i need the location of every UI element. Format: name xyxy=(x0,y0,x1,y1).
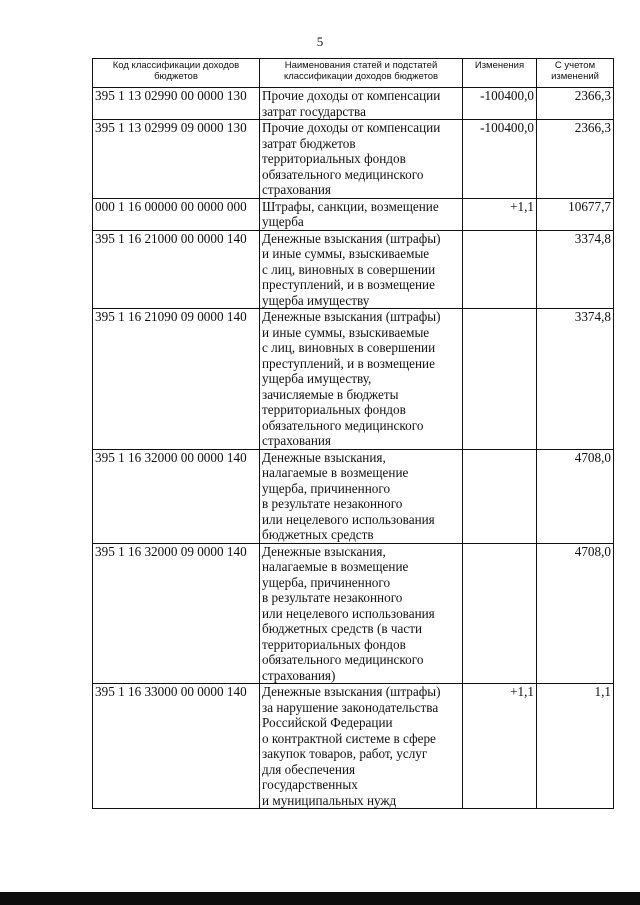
table-row xyxy=(93,230,614,309)
row-total: 2366,3 xyxy=(537,88,614,120)
row-name: Прочие доходы от компенсации затрат бюджетов территориальных фондов обязательного медицинского страхования xyxy=(260,120,463,199)
table-header-row xyxy=(93,59,614,88)
revenue-classification-table xyxy=(92,58,614,809)
row-name: Денежные взыскания (штрафы) за нарушение законодательства Российской Федерации о контрактной системе в сфере закупок товаров, работ, услуг для обеспечения государственных и муниципальных нужд xyxy=(260,684,463,809)
row-name: Денежные взыскания (штрафы) и иные суммы, взыскиваемые с лиц, виновных в совершении преступлений, и в возмещение ущерба имуществу xyxy=(260,230,463,309)
row-change: +1,1 xyxy=(463,684,537,809)
row-change xyxy=(463,230,537,309)
row-change xyxy=(463,543,537,684)
table-row xyxy=(93,88,614,120)
header-change: Изменения xyxy=(463,59,537,88)
row-change xyxy=(463,309,537,450)
row-name: Денежные взыскания (штрафы) и иные суммы, взыскиваемые с лиц, виновных в совершении преступлений, и в возмещение ущерба имуществу, зачисляемые в бюджеты территориальных фондов обязательного медицинского страхования xyxy=(260,309,463,450)
row-total: 1,1 xyxy=(537,684,614,809)
row-name: Прочие доходы от компенсации затрат государства xyxy=(260,88,463,120)
row-code: 000 1 16 00000 00 0000 000 xyxy=(93,198,260,230)
row-change xyxy=(463,449,537,543)
row-total: 3374,8 xyxy=(537,309,614,450)
row-total: 4708,0 xyxy=(537,543,614,684)
row-total: 3374,8 xyxy=(537,230,614,309)
row-change: -100400,0 xyxy=(463,88,537,120)
table-row xyxy=(93,449,614,543)
row-code: 395 1 16 33000 00 0000 140 xyxy=(93,684,260,809)
row-total: 10677,7 xyxy=(537,198,614,230)
row-code: 395 1 16 32000 00 0000 140 xyxy=(93,449,260,543)
row-code: 395 1 16 32000 09 0000 140 xyxy=(93,543,260,684)
table-row xyxy=(93,198,614,230)
table-row xyxy=(93,309,614,450)
row-name: Штрафы, санкции, возмещение ущерба xyxy=(260,198,463,230)
header-total: С учетом изменений xyxy=(537,59,614,88)
page-number: 5 xyxy=(316,34,324,49)
row-change: +1,1 xyxy=(463,198,537,230)
row-code: 395 1 13 02990 00 0000 130 xyxy=(93,88,260,120)
row-name: Денежные взыскания, налагаемые в возмещение ущерба, причиненного в результате незаконного или нецелевого использования бюджетных средств (в части территориальных фондов обязательного медицинского страхования) xyxy=(260,543,463,684)
table-row xyxy=(93,543,614,684)
scan-bottom-edge xyxy=(0,892,640,905)
row-code: 395 1 16 21000 00 0000 140 xyxy=(93,230,260,309)
table-row xyxy=(93,120,614,199)
table-row xyxy=(93,684,614,809)
row-total: 4708,0 xyxy=(537,449,614,543)
row-total: 2366,3 xyxy=(537,120,614,199)
row-change: -100400,0 xyxy=(463,120,537,199)
header-name: Наименования статей и подстатей классификации доходов бюджетов xyxy=(260,59,463,88)
row-name: Денежные взыскания, налагаемые в возмещение ущерба, причиненного в результате незаконного или нецелевого использования бюджетных средств xyxy=(260,449,463,543)
row-code: 395 1 16 21090 09 0000 140 xyxy=(93,309,260,450)
header-code: Код классификации доходов бюджетов xyxy=(93,59,260,88)
row-code: 395 1 13 02999 09 0000 130 xyxy=(93,120,260,199)
